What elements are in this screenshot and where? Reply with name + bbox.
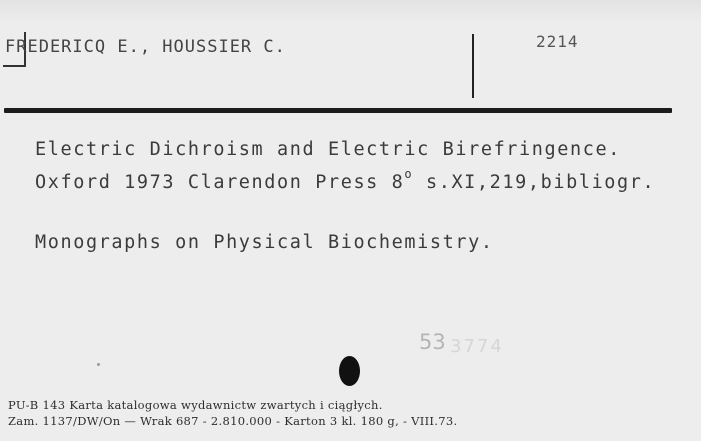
imprint-tail: s.XI,219,bibliogr. (413, 172, 656, 193)
ink-speck (97, 363, 100, 366)
vertical-rule (472, 34, 474, 98)
footer-print-line: Zam. 1137/DW/On — Wrak 687 - 2.810.000 - Karton 3 kl. 180 g, - VIII.73. (8, 414, 458, 428)
bleed-through-text (0, 0, 701, 22)
stamp-number: 53 (419, 330, 446, 354)
faint-stamp-number: 3774 (450, 336, 504, 357)
series-line: Monographs on Physical Biochemistry. (35, 232, 494, 253)
author-heading: FREDERICQ E., HOUSSIER C. (5, 37, 286, 57)
imprint-main: Oxford 1973 Clarendon Press 8 (35, 172, 405, 193)
call-number: 2214 (536, 32, 579, 51)
title-line: Electric Dichroism and Electric Birefringence. (35, 139, 621, 160)
punch-hole (339, 356, 360, 386)
horizontal-rule (4, 108, 672, 113)
format-superscript: o (404, 167, 414, 181)
footer-form-line: PU-B 143 Karta katalogowa wydawnictw zwartych i ciągłych. (8, 398, 383, 412)
imprint-line (35, 167, 656, 193)
